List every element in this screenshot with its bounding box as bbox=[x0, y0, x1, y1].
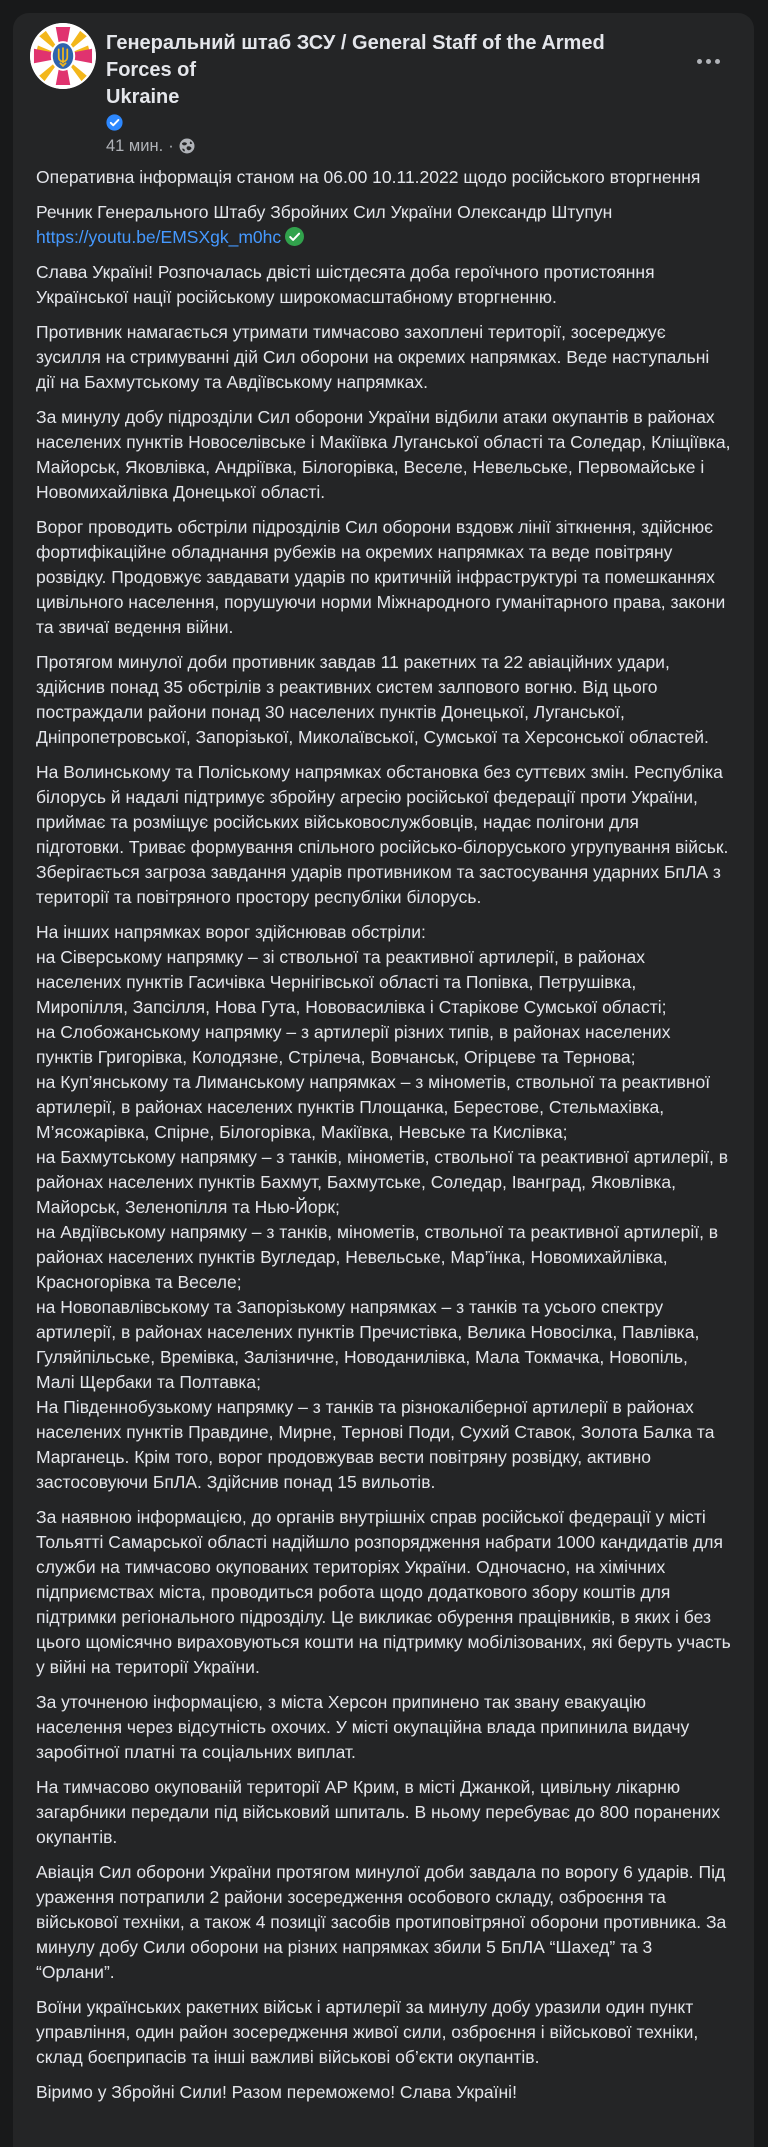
post-text bbox=[13, 156, 754, 2123]
post-paragraph: Ворог проводить обстріли підрозділів Сил оборони вздовж лінії зіткнення, здійснює фортифікаційне обладнання рубежів на окремих напрямках та веде повітряну розвідку. Продовжує завдавати ударів по критичній інфраструктурі та помешканнях цивільного населення, порушуючи норми Міжнародного гуманітарного права, закони та звичаї ведення війни. bbox=[36, 517, 731, 637]
post-paragraph: Речник Генерального Штабу Збройних Сил України Олександр Штупун https://youtu.be/EMSXgk_m0hc bbox=[36, 202, 613, 247]
post-paragraph: На тимчасово окупованій території АР Крим, в місті Джанкой, цивільну лікарню загарбники передали під військовий шпиталь. В ньому перебуває до 800 поранених окупантів. bbox=[36, 1777, 725, 1847]
page-avatar[interactable] bbox=[30, 23, 96, 89]
dot-icon bbox=[706, 59, 711, 64]
post-paragraph: Протягом минулої доби противник завдав 11 ракетних та 22 авіаційних удари, здійснив понад 35 обстрілів з реактивних систем залпового вогню. Від цього постраждали райони понад 30 населених пунктів Донецької, Луганської, Дніпропетровської, Запорізької, Миколаївської, Сумської та Херсонської областей. bbox=[36, 652, 709, 747]
dot-icon bbox=[697, 59, 702, 64]
post-actions-menu-button[interactable] bbox=[686, 41, 730, 81]
green-check-icon bbox=[285, 227, 304, 246]
post-paragraph: За уточненою інформацією, з міста Херсон припинено так звану евакуацію населення через відсутність охочих. У місті окупаційна влада припинила видачу заробітної платні та соціальних виплат. bbox=[36, 1692, 695, 1762]
dot-icon bbox=[715, 59, 720, 64]
post-paragraph: Віримо у Збройні Сили! Разом переможемо! Слава Україні! bbox=[36, 2082, 517, 2102]
meta-separator: · bbox=[168, 137, 174, 155]
post-paragraph: Противник намагається утримати тимчасово захоплені території, зосереджує зусилля на стримуванні дій Сил оборони на окремих напрямках. Веде наступальні дії на Бахмутському та Авдіївському напрямках. bbox=[36, 322, 715, 392]
post-paragraph: На інших напрямках ворог здійснював обстріли: на Сіверському напрямку – зі ствольної та реактивної артилерії, в районах населених пунктів Гасичівка Чернігівської області та Попівка, Петрушівка, Миропілля, Запсілля, Нова Гута, Нововасилівка і Старікове Сумської області; на Слобожанському напрямку – з артилерії різних типів, в районах населених пунктів Григорівка, Колодязне, Стрілеча, Вовчанськ, Огірцеве та Тернова; на Куп’янському та Лиманському напрямках – з мінометів, ствольної та реактивної артилерії, в районах населених пунктів Площанка, Берестове, Стельмахівка, М’ясожарівка, Спірне, Білогорівка, Макіївка, Невське та Кислівка; на Бахмутському напрямку – з танків, мінометів, ствольної та реактивної артилерії, в районах населених пунктів Бахмут, Бахмутське, Соледар, Іванград, Яковлівка, Майорськ, Зеленопілля та Нью-Йорк; на Авдіївському напрямку – з танків, мінометів, ствольної та реактивної артилерії, в районах населених пунктів Вугледар, Невельське, Мар’їнка, Новомихайлівка, Красногорівка та Веселе; на Новопавлівському та Запорізькому напрямках – з танків та усього спектру артилерії, в районах населених пунктів Пречистівка, Велика Новосілка, Павлівка, Гуляйпільське, Времівка, Залізничне, Новоданилівка, Мала Токмачка, Новопіль, Малі Щербаки та Полтавка; На Південнобузькому напрямку – з танків та різнокаліберної артилерії в районах населених пунктів Правдине, Мирне, Тернові Поди, Сухий Ставок, Золота Балка та Марганець. Крім того, ворог продовжував вести повітряну розвідку, активно застосовуючи БпЛА. Здійснив понад 15 вильотів. bbox=[36, 922, 733, 1492]
page-name-link[interactable] bbox=[106, 30, 666, 111]
verified-badge-icon bbox=[106, 114, 123, 131]
page-name-line1: Генеральний штаб ЗСУ / General Staff of the Armed Forces of bbox=[106, 32, 605, 81]
page-name-line2: Ukraine bbox=[106, 86, 180, 108]
post-paragraph: На Волинському та Поліському напрямках обстановка без суттєвих змін. Республіка білорусь й надалі підтримує збройну агресію російської федерації проти України, приймає та розміщує російських військовослужбовців, надає полігони для підготовки. Триває формування спільного російсько-білоруського угрупування військ. Зберігається загроза завдання ударів противником та застосування ударних БпЛА з території та повітряного простору республіки білорусь. bbox=[36, 762, 734, 907]
general-staff-emblem-icon bbox=[30, 23, 96, 89]
post-paragraph: За наявною інформацією, до органів внутрішніх справ російської федерації у місті Тольятті Самарської області надійшло розпорядження набрати 1000 кандидатів для служби на тимчасово окупованих територіях України. Одночасно, на хімічних підприємствах міста, проводиться робота щодо додаткового збору коштів для підтримки регіонального підрозділу. Це викликає обурення працівників, в яких і без цього щомісячно вираховуються кошти на підтримку мобілізованих, які беруть участь у війні на території України. bbox=[36, 1507, 736, 1677]
post-meta-row bbox=[106, 136, 666, 156]
post-paragraph: Воїни українських ракетних військ і артилерії за минулу добу уразили один пункт управління, один район зосередження живої сили, озброєння і військової техніки, склад боєприпасів та інші важливі військові об’єкти окупантів. bbox=[36, 1997, 704, 2067]
public-audience-globe-icon bbox=[179, 138, 195, 154]
facebook-post-card bbox=[13, 13, 754, 2147]
post-paragraph: За минулу добу підрозділи Сил оборони України відбили атаки окупантів в районах населених пунктів Новоселівське і Макіївка Луганської області та Соледар, Кліщіївка, Майорськ, Яковлівка, Андріївка, Білогорівка, Веселе, Невельське, Первомайське і Новомихайлівка Донецької області. bbox=[36, 407, 736, 502]
post-paragraph: Оперативна інформація станом на 06.00 10.11.2022 щодо російського вторгнення bbox=[36, 167, 701, 187]
header-text-block bbox=[106, 23, 666, 156]
post-paragraph: Авіація Сил оборони України протягом минулої доби завдала по ворогу 6 ударів. Під ураження потрапили 2 райони зосередження особового складу, озброєння та військової техніки, а також 4 позиції засобів протиповітряної оборони противника. За минулу добу Сили оборони на різних напрямках збили 5 БпЛА “Шахед” та 3 “Орлани”. bbox=[36, 1862, 732, 1982]
youtube-link[interactable]: https://youtu.be/EMSXgk_m0hc bbox=[36, 227, 282, 247]
post-timestamp[interactable]: 41 мин. bbox=[106, 137, 164, 155]
post-header bbox=[13, 13, 754, 156]
post-paragraph: Слава Україні! Розпочалась двісті шістдесята доба героїчного протистояння Української нації російському широкомасштабному вторгненню. bbox=[36, 262, 660, 307]
